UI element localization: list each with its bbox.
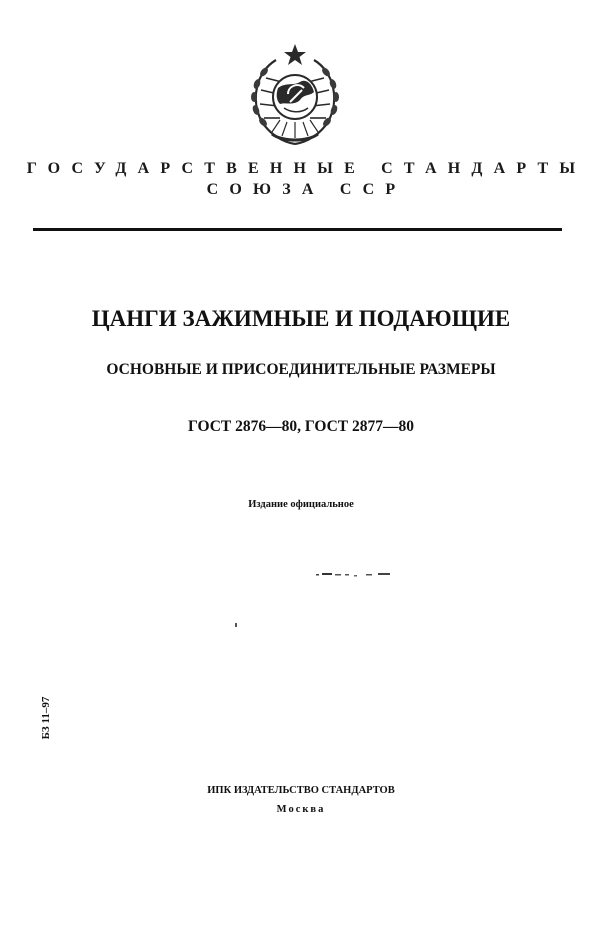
header-line-2: СОЮЗА ССР: [206, 181, 407, 198]
publisher-city: Москва: [276, 804, 326, 815]
standard-numbers: ГОСТ 2876—80, ГОСТ 2877—80: [187, 418, 414, 435]
publisher-name: ИПК ИЗДАТЕЛЬСТВО СТАНДАРТОВ: [207, 785, 395, 796]
document-title: ЦАНГИ ЗАЖИМНЫЕ И ПОДАЮЩИЕ: [91, 306, 511, 331]
document-subtitle: ОСНОВНЫЕ И ПРИСОЕДИНИТЕЛЬНЫЕ РАЗМЕРЫ: [106, 361, 496, 378]
edition-note: Издание официальное: [248, 499, 354, 510]
side-catalog-code: [38, 690, 54, 746]
print-speck: [233, 622, 239, 628]
ussr-emblem-icon: [242, 42, 348, 150]
divider-rule: [33, 228, 562, 231]
print-specks: [316, 570, 396, 580]
header-line-1: ГОСУДАРСТВЕННЫЕ СТАНДАРТЫ: [26, 160, 587, 177]
side-catalog-code-text: БЗ 11–97: [40, 696, 52, 740]
